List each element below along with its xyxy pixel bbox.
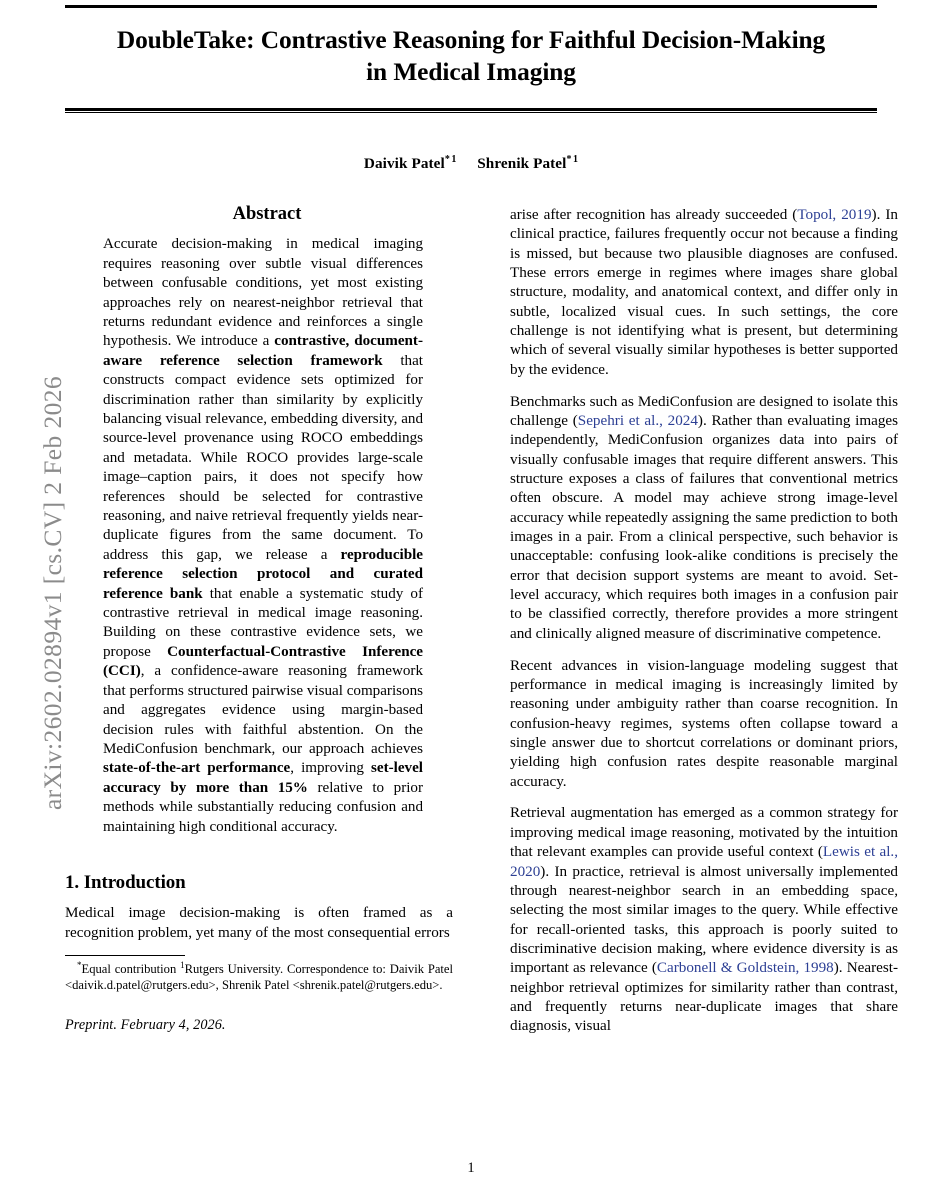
abstract-emphasis: contrastive, document-aware reference selection framework bbox=[103, 333, 423, 369]
arxiv-identifier-stamp: arXiv:2602.02894v1 [cs.CV] 2 Feb 2026 bbox=[38, 375, 67, 811]
abstract-run: Accurate decision-making in medical imaging requires reasoning over subtle visual differences between confusable conditions, yet most existing approaches rely on nearest-neighbor retrieval that returns redundant evidence and reinforces a single hypothesis. We introduce a bbox=[103, 236, 423, 350]
page-number: 1 bbox=[467, 1160, 475, 1176]
abstract-emphasis: Counterfactual-Contrastive Inference (CCI) bbox=[103, 643, 424, 680]
abstract-run: that constructs compact evidence sets optimized for discrimination rather than similarity by explicitly balancing visual relevance, embedding diversity, and source-level provenance using ROCO embeddings and metadata. While ROCO provides large-scale image–caption pairs, it does not specify how references should be selected for contrastive reasoning, and naive retrieval frequently yields near-duplicate figures from the same document. To address this gap, we release a bbox=[103, 352, 423, 563]
body-run: Benchmarks such as MediConfusion are designed to isolate this challenge ( bbox=[510, 392, 898, 429]
abstract-heading: Abstract bbox=[232, 204, 302, 224]
left-column bbox=[65, 205, 453, 1036]
body-paragraph bbox=[510, 656, 898, 791]
author-entry bbox=[364, 155, 457, 172]
author-name: Shrenik Patel bbox=[477, 155, 567, 172]
body-run: ). Rather than evaluating images independently, MediConfusion organizes data into pairs of visually confusable images that require different answers. This structure exposes a class of failures that conventional metrics often obscure. A model may achieve strong image-level accuracy while repeatedly assigning the same prediction to both images in a pair. From a clinical perspective, such behavior is unacceptable: confusing look-alike conditions is precisely the error that decision support systems are meant to avoid. Set-level accuracy, which requires both images in a confusion pair to be classified correctly, therefore provides a more stringent and clinically aligned measure of discriminative competence. bbox=[510, 411, 898, 642]
paper-page bbox=[65, 0, 899, 1200]
body-paragraph bbox=[510, 392, 898, 643]
body-run: ). In practice, retrieval is almost universally implemented through nearest-neighbor search in an embedding space, selecting the most similar images to the query. While effective for recall-oriented tasks, this approach is poorly suited to discriminative decision making, where evidence diversity is as important as relevance ( bbox=[510, 862, 898, 977]
right-column bbox=[510, 205, 898, 1036]
introduction-paragraph: Medical image decision-making is often framed as a recognition problem, yet many of the most consequential errors bbox=[65, 904, 453, 941]
abstract-run: that enable a systematic study of contrastive retrieval in medical image reasoning. Building on these contrastive evidence sets, we propose bbox=[103, 585, 424, 660]
body-paragraph bbox=[510, 205, 898, 379]
page-title bbox=[105, 24, 837, 88]
title-line-1: DoubleTake: Contrastive Reasoning for Faithful Decision-Making bbox=[116, 26, 826, 54]
citation-link[interactable]: Carbonell & Goldstein, 1998 bbox=[656, 959, 834, 977]
author-marker: *1 bbox=[566, 153, 579, 165]
footnote-affiliation-marker: 1 bbox=[180, 960, 185, 971]
section-heading-introduction: 1. Introduction bbox=[65, 871, 186, 893]
footnote-star-marker: * bbox=[77, 960, 82, 971]
citation-link[interactable]: Sepehri et al., 2024 bbox=[577, 411, 698, 429]
body-run: ). In clinical practice, failures frequently occur not because a finding is missed, but because two plausible diagnoses are confused. These errors emerge in regimes where images share global structure, modality, and anatomical context, and differ only in subtle, localized visual cues. In such settings, the core challenge is not identifying what is present, but determining which of several visually similar hypotheses is better supported by the evidence. bbox=[510, 206, 898, 378]
footnote-block bbox=[65, 955, 453, 993]
abstract-run: , a confidence-aware reasoning framework that performs structured pairwise visual comparisons and aggregates evidence using margin-based decision rules with faithful abstention. On the MediConfusion benchmark, our approach achieves bbox=[103, 663, 423, 757]
page-top-rule bbox=[65, 5, 877, 8]
author-entry bbox=[477, 155, 578, 172]
citation-link[interactable]: Lewis et al., 2020 bbox=[510, 843, 898, 880]
abstract-body bbox=[103, 235, 423, 837]
abstract-run: , improving bbox=[290, 760, 372, 777]
body-run: arise after recognition has already succeeded ( bbox=[510, 206, 798, 223]
author-marker: *1 bbox=[444, 153, 457, 165]
footnote-text-a: Equal contribution bbox=[81, 962, 181, 977]
citation-link[interactable]: Topol, 2019 bbox=[797, 206, 872, 223]
introduction-continued bbox=[510, 205, 898, 1036]
abstract-run: relative to prior methods while substantially reducing confusion and maintaining high conditional accuracy. bbox=[103, 779, 423, 835]
abstract-emphasis: reproducible reference selection protocol and curated reference bank bbox=[103, 546, 423, 602]
title-double-rule bbox=[65, 108, 877, 114]
body-run: ). Nearest-neighbor retrieval optimizes for similarity rather than contrast, and frequently returns near-duplicate images that share diagnosis, visual bbox=[510, 959, 899, 1035]
title-line-2: in Medical Imaging bbox=[366, 58, 576, 86]
author-list bbox=[65, 155, 877, 173]
body-run: Recent advances in vision-language modeling suggest that performance in medical imaging is increasingly limited by reasoning under ambiguity rather than coarse recognition. In confusion-heavy regimes, systems often collapse toward a single answer due to shortcut correlations or dominant priors, yielding high confusion rates despite reasonable marginal accuracy. bbox=[510, 656, 898, 790]
footnote-rule bbox=[65, 955, 185, 956]
footnote-text bbox=[65, 962, 453, 993]
abstract-emphasis: state-of-the-art performance bbox=[103, 760, 291, 777]
body-run: Retrieval augmentation has emerged as a common strategy for improving medical image reasoning, motivated by the intuition that relevant examples can provide useful context ( bbox=[510, 804, 898, 861]
preprint-notice: Preprint. February 4, 2026. bbox=[65, 1017, 226, 1034]
author-name: Daivik Patel bbox=[363, 155, 445, 172]
abstract-emphasis: set-level accuracy by more than 15% bbox=[103, 760, 423, 796]
footnote-text-b: Rutgers University. Correspondence to: Daivik Patel <daivik.d.patel@rutgers.edu>, Shrenik Patel <shrenik.patel@rutgers.edu>. bbox=[65, 962, 454, 992]
body-paragraph bbox=[510, 803, 898, 1035]
